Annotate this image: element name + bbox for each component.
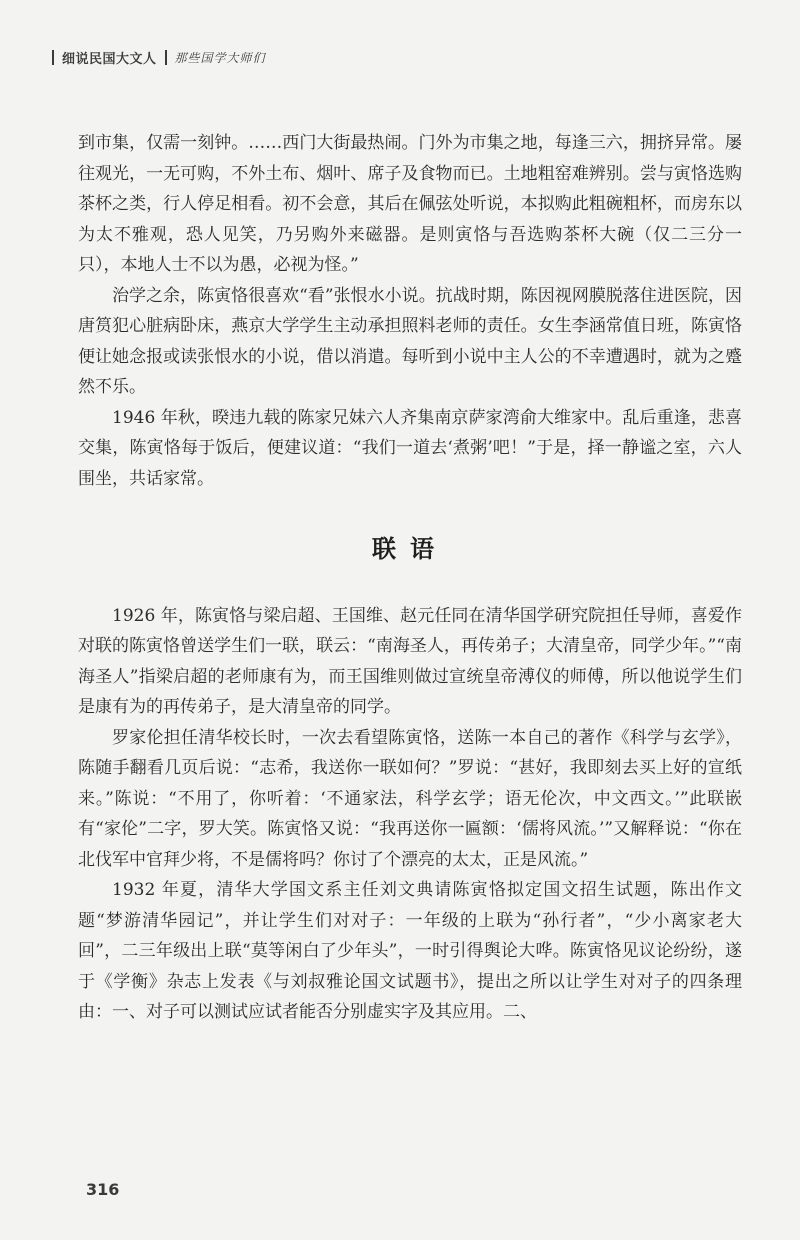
series-title: 那些国学大师们 xyxy=(174,50,266,65)
running-head xyxy=(44,44,266,70)
paragraph: 罗家伦担任清华校长时，一次去看望陈寅恪，送陈一本自己的著作《科学与玄学》，陈随手翻看几页后说：“志希，我送你一联如何？”罗说：“甚好，我即刻去买上好的宣纸来。”陈说：“不用了，你听着：‘不通家法，科学玄学；语无伦次，中文西文。’”此联嵌有“家伦”二字，罗大笑。陈寅恪又说：“我再送你一匾额：‘儒将风流。’”又解释说：“你在北伐军中官拜少将，不是儒将吗？你讨了个漂亮的太太，正是风流。” xyxy=(78,727,742,870)
section-title: 联语 xyxy=(372,534,448,563)
header-divider xyxy=(52,50,54,65)
paragraph: 1932 年夏，清华大学国文系主任刘文典请陈寅恪拟定国文招生试题，陈出作文题“梦游清华园记”，并让学生们对对子：一年级的上联为“孙行者”，“少小离家老大回”，二三年级出上联“莫等闲白了少年头”，一时引得舆论大哗。陈寅恪见议论纷纷，遂于《学衡》杂志上发表《与刘叔雅论国文试题书》，提出之所以让学生对对子的四条理由：一、对子可以测试应试者能否分别虚实字及其应用。二、 xyxy=(78,880,742,1022)
paragraph: 1946 年秋，暌违九载的陈家兄妹六人齐集南京萨家湾俞大维家中。乱后重逢，悲喜交集，陈寅恪每于饭后，便建议道：“我们一道去‘煮粥’吧！”于是，择一静谧之室，六人围坐，共话家常。 xyxy=(78,407,742,489)
header-divider xyxy=(165,50,167,65)
paragraph: 治学之余，陈寅恪很喜欢“看”张恨水小说。抗战时期，陈因视网膜脱落住进医院，因唐筼犯心脏病卧床，燕京大学学生主动承担照料老师的责任。女生李涵常值日班，陈寅恪便让她念报或读张恨水的小说，借以消遣。每听到小说中主人公的不幸遭遇时，就为之蹙然不乐。 xyxy=(78,285,742,397)
paragraph: 1926 年，陈寅恪与梁启超、王国维、赵元任同在清华国学研究院担任导师，喜爱作对联的陈寅恪曾送学生们一联，联云：“南海圣人，再传弟子；大清皇帝，同学少年。”“南海圣人”指梁启超的老师康有为，而王国维则做过宣统皇帝溥仪的师傅，所以他说学生们是康有为的再传弟子，是大清皇帝的同学。 xyxy=(78,605,742,717)
book-title: 细说民国大文人 xyxy=(62,51,157,67)
paragraph: 到市集，仅需一刻钟。……西门大街最热闹。门外为市集之地，每逢三六，拥挤异常。屡往观光，一无可购，不外土布、烟叶、席子及食物而已。土地粗窑难辨别。尝与寅恪选购茶杯之类，行人停足相看。初不会意，其后在佩弦处听说，本拟购此粗碗粗杯，而房东以为太不雅观，恐人见笑，乃另购外来磁器。是则寅恪与吾选购茶杯大碗（仅二三分一只），本地人士不以为愚，必视为怪。” xyxy=(78,133,742,275)
body-text xyxy=(78,128,742,1028)
page-number: 316 xyxy=(86,1180,120,1199)
